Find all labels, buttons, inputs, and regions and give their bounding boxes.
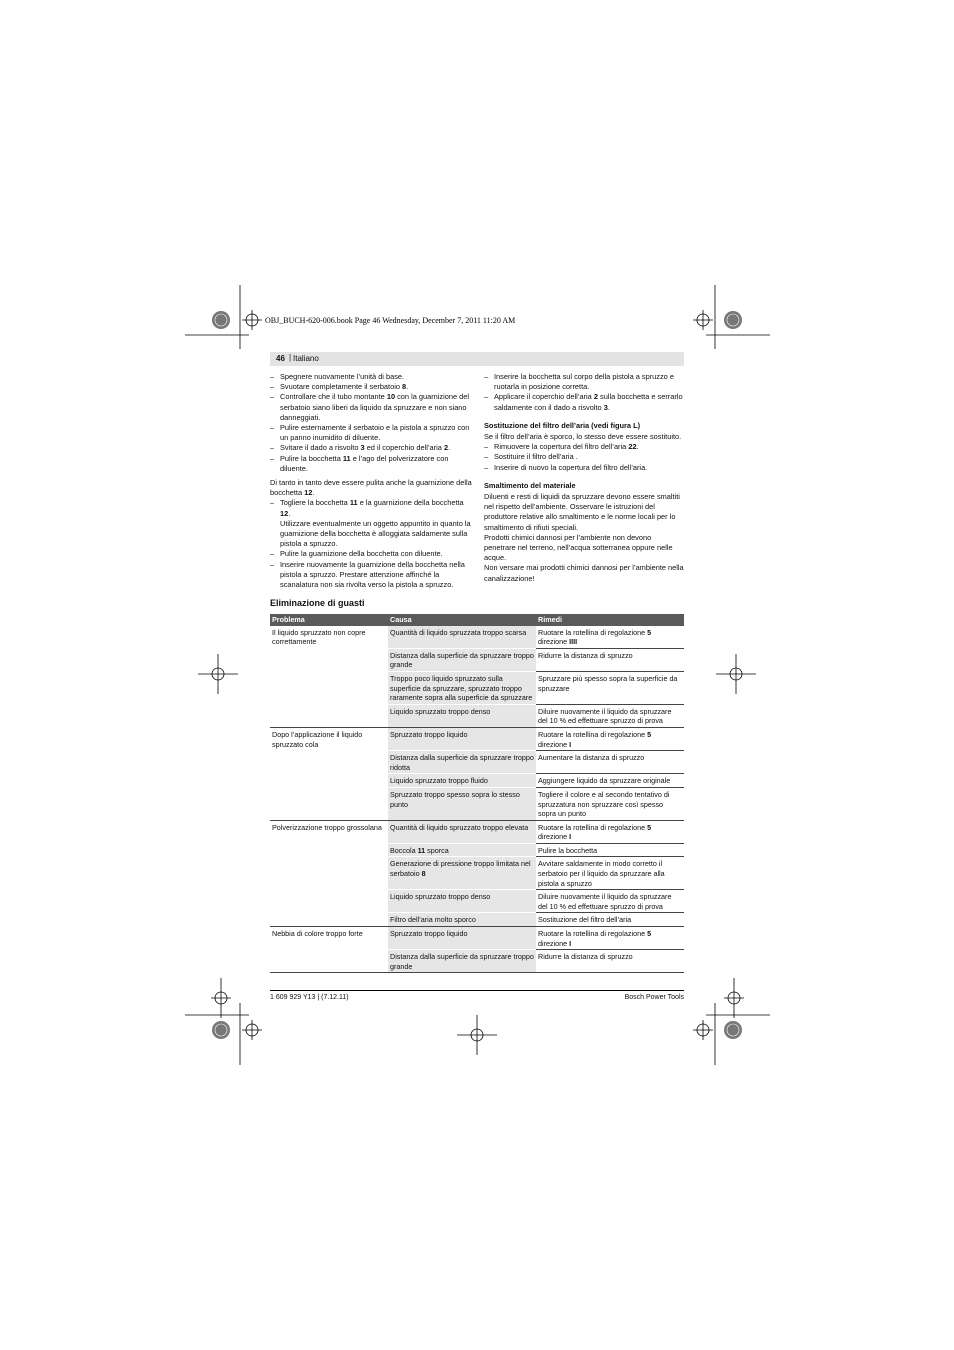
registration-mark-bottom-right [690,975,770,1065]
list-item [484,452,684,462]
registration-mark-mid-right [716,654,756,694]
disposal-paragraph-3: Non versare mai prodotti chimici dannosi per l’ambiente nella canalizzazione! [484,563,684,583]
cell-cause: Distanza dalla superficie da spruzzare troppo grande [388,648,536,671]
cell-problem [270,890,388,913]
dash-bullet: – [270,423,275,433]
filter-list [484,442,684,473]
list-item-text: Utilizzare eventualmente un oggetto appuntito in quanto la guarnizione della bocchetta è alloggiata saldamente sulla pistola a spruzzo. [280,518,471,549]
cell-problem: Polverizzazione troppo grossolana [272,822,382,832]
cell-remedy: Avvitare saldamente in modo corretto il serbatoio per il liquido da spruzzare alla pistola a spruzzo [536,857,684,890]
cell-problem [270,671,388,704]
table-row [270,704,684,727]
cell-cause: Troppo poco liquido spruzzato sulla superficie da spruzzare, spruzzato troppo raramente sopra alla superficie da spruzzare [388,671,536,704]
cell-remedy: Aumentare la distanza di spruzzo [536,751,684,774]
list-item-text: Inserire di nuovo la copertura del filtro dell’aria. [494,462,648,472]
list-item-text: Togliere la bocchetta 11 e la guarnizione della bocchetta 12. [280,498,464,518]
table-row [270,648,684,671]
troubleshooting-title: Eliminazione di guasti [270,598,365,608]
list-item-text: Sostituire il filtro dell’aria . [494,452,578,462]
list-item [484,372,684,392]
right-list-1 [484,372,684,413]
left-list-1 [270,372,473,474]
registration-mark-bottom-center [457,1015,497,1055]
cell-cause: Spruzzato troppo liquido [388,927,536,950]
dash-bullet: – [484,462,489,472]
list-item [270,549,473,559]
list-item [270,392,473,423]
list-item [270,498,473,518]
list-item [270,423,473,443]
cell-remedy: Ruotare la rotellina di regolazione 5 direzione I [536,927,684,950]
troubleshooting-table [270,614,684,973]
table-row [270,890,684,913]
cell-remedy: Ridurre la distanza di spruzzo [536,950,684,973]
cell-cause: Generazione di pressione troppo limitata nel serbatoio 8 [388,857,536,890]
cell-cause: Quantità di liquido spruzzato troppo elevata [388,820,536,843]
left-paragraph: Di tanto in tanto deve essere pulita anche la guarnizione della bocchetta 12. [270,478,472,498]
cell-cause: Spruzzato troppo spesso sopra lo stesso punto [388,787,536,820]
cell-remedy: Spruzzare più spesso sopra la superficie da spruzzare [536,671,684,704]
table-row [270,843,684,857]
registration-mark-bottom-left [185,975,265,1065]
header-separator: | [289,353,292,362]
list-item-text: Controllare che il tubo montante 10 con la guarnizione del serbatoio siano liberi da liquido da spruzzare e non siano danneggiati. [280,392,470,422]
dash-bullet: – [270,372,275,381]
table-row [270,927,684,950]
table-header-row [270,614,684,626]
dash-bullet: – [484,442,489,452]
list-item [484,392,684,412]
disposal-heading: Smaltimento del materiale [484,480,576,490]
table-row [270,727,684,750]
footer-code: 1 609 929 Y13 | (7.12.11) [270,994,349,1001]
table-row [270,787,684,820]
header-causa: Causa [388,614,536,626]
cell-remedy: Pulire la bocchetta [536,843,684,857]
registration-mark-mid-left [198,654,238,694]
table-row [270,671,684,704]
footer-brand: Bosch Power Tools [624,994,684,1001]
dash-bullet: – [270,382,275,392]
cell-problem: Dopo l’applicazione il liquido spruzzato cola [272,729,363,749]
cell-problem [270,913,388,927]
list-item-text: Rimuovere la copertura del filtro dell’aria 22. [494,442,639,452]
cell-problem [270,843,388,857]
cell-cause: Quantità di liquido spruzzata troppo scarsa [388,626,536,649]
cell-cause: Distanza dalla superficie da spruzzare troppo grande [388,950,536,973]
cell-cause: Spruzzato troppo liquido [388,727,536,750]
cell-remedy: Aggiungere liquido da spruzzare originale [536,774,684,788]
cell-remedy: Togliere il colore e al secondo tentativo di spruzzatura non spruzzare così spesso sopra un punto [536,787,684,820]
dash-bullet: – [270,549,275,559]
table-row [270,774,684,788]
cell-remedy: Ruotare la rotellina di regolazione 5 direzione IIII [536,626,684,649]
list-item-text: Pulire esternamente il serbatoio e la pistola a spruzzo con un panno inumidito di diluente. [280,423,470,443]
list-item [270,382,473,392]
footer-rule [270,990,684,991]
cell-cause: Liquido spruzzato troppo fluido [388,774,536,788]
registration-mark-top-left [185,285,265,365]
list-item-text: Inserire nuovamente la guarnizione della bocchetta nella pistola a spruzzo. Prestare attenzione affinché la scanalatura non sia rivolta verso la pistola a spruzzo. [280,559,465,590]
list-item-text: Svuotare completamente il serbatoio 8. [280,382,409,392]
filter-intro: Se il filtro dell’aria è sporco, lo stesso deve essere sostituito. [484,432,682,442]
cell-problem [270,774,388,788]
cell-problem [270,704,388,727]
cell-problem: Nebbia di colore troppo forte [272,929,363,939]
disposal-paragraph-1: Diluenti e resti di liquidi da spruzzare devono essere smaltiti nel rispetto dell’ambiente. Osservare le istruzioni del produttore relative allo smaltimento e le norme locali per lo smaltimento di rifiuti speciali. [484,492,680,532]
table-row [270,857,684,890]
list-item-text: Inserire la bocchetta sul corpo della pistola a spruzzo e ruotarla in posizione corretta. [494,372,674,392]
left-list-2 [270,498,473,590]
cell-remedy: Ruotare la rotellina di regolazione 5 direzione I [536,727,684,750]
list-item-text: Spegnere nuovamente l’unità di base. [280,372,405,381]
table-row [270,913,684,927]
cell-remedy: Ruotare la rotellina di regolazione 5 direzione I [536,820,684,843]
list-item [270,443,473,453]
dash-bullet: – [484,372,489,381]
header-problema: Problema [270,614,388,626]
left-column [270,372,473,590]
cell-remedy: Diluire nuovamente il liquido da spruzzare del 10 % ed effettuare spruzzo di prova [536,704,684,727]
cell-remedy: Diluire nuovamente il liquido da spruzzare del 10 % ed effettuare spruzzo di prova [536,890,684,913]
disposal-paragraph-2: Prodotti chimici dannosi per l’ambiente non devono penetrare nel terreno, nell’acqua sotterranea oppure nelle acque. [484,532,673,563]
list-item-text: Pulire la guarnizione della bocchetta con diluente. [280,549,443,559]
dash-bullet: – [270,443,275,453]
cell-problem [270,648,388,671]
list-item-text: Pulire la bocchetta 11 e l’ago del polverizzatore con diluente. [280,453,449,473]
list-item [270,560,473,591]
list-item-text: Svitare il dado a risvolto 3 ed il coperchio dell’aria 2. [280,443,451,453]
dash-bullet: – [270,392,275,402]
page-number: 46 [276,354,285,363]
right-column [484,372,684,584]
dash-bullet: – [270,498,275,508]
list-item [484,442,684,452]
list-item [270,454,473,474]
table-row [270,820,684,843]
cell-cause: Liquido spruzzato troppo denso [388,890,536,913]
cell-remedy: Sostituzione del filtro dell’aria [536,913,684,927]
cell-problem [270,857,388,890]
cell-remedy: Ridurre la distanza di spruzzo [536,648,684,671]
dash-bullet: – [484,392,489,402]
dash-bullet: – [270,559,275,569]
list-item [270,372,473,382]
cell-cause: Boccola 11 sporca [388,843,536,857]
table-row [270,950,684,973]
page-header [270,352,684,366]
cell-problem [270,787,388,820]
registration-mark-top-right [690,285,770,365]
dash-bullet: – [270,453,275,463]
cell-problem: Il liquido spruzzato non copre correttamente [272,627,366,647]
filter-heading: Sostituzione del filtro dell’aria (vedi figura L) [484,420,641,430]
dash-bullet: – [484,452,489,462]
cell-cause: Liquido spruzzato troppo denso [388,704,536,727]
header-rimedi: Rimedi [536,614,684,626]
list-item [270,519,473,550]
print-slug: OBJ_BUCH-620-006.book Page 46 Wednesday, December 7, 2011 11:20 AM [265,316,516,325]
cell-problem [270,950,388,973]
header-language: Italiano [293,354,319,363]
table-row [270,626,684,649]
cell-cause: Filtro dell’aria molto sporco [388,913,536,927]
table-row [270,751,684,774]
list-item [484,463,684,473]
cell-cause: Distanza dalla superficie da spruzzare troppo ridotta [388,751,536,774]
list-item-text: Applicare il coperchio dell’aria 2 sulla bocchetta e serrarlo saldamente con il dado a risvolto 3. [494,392,683,412]
cell-problem [270,751,388,774]
